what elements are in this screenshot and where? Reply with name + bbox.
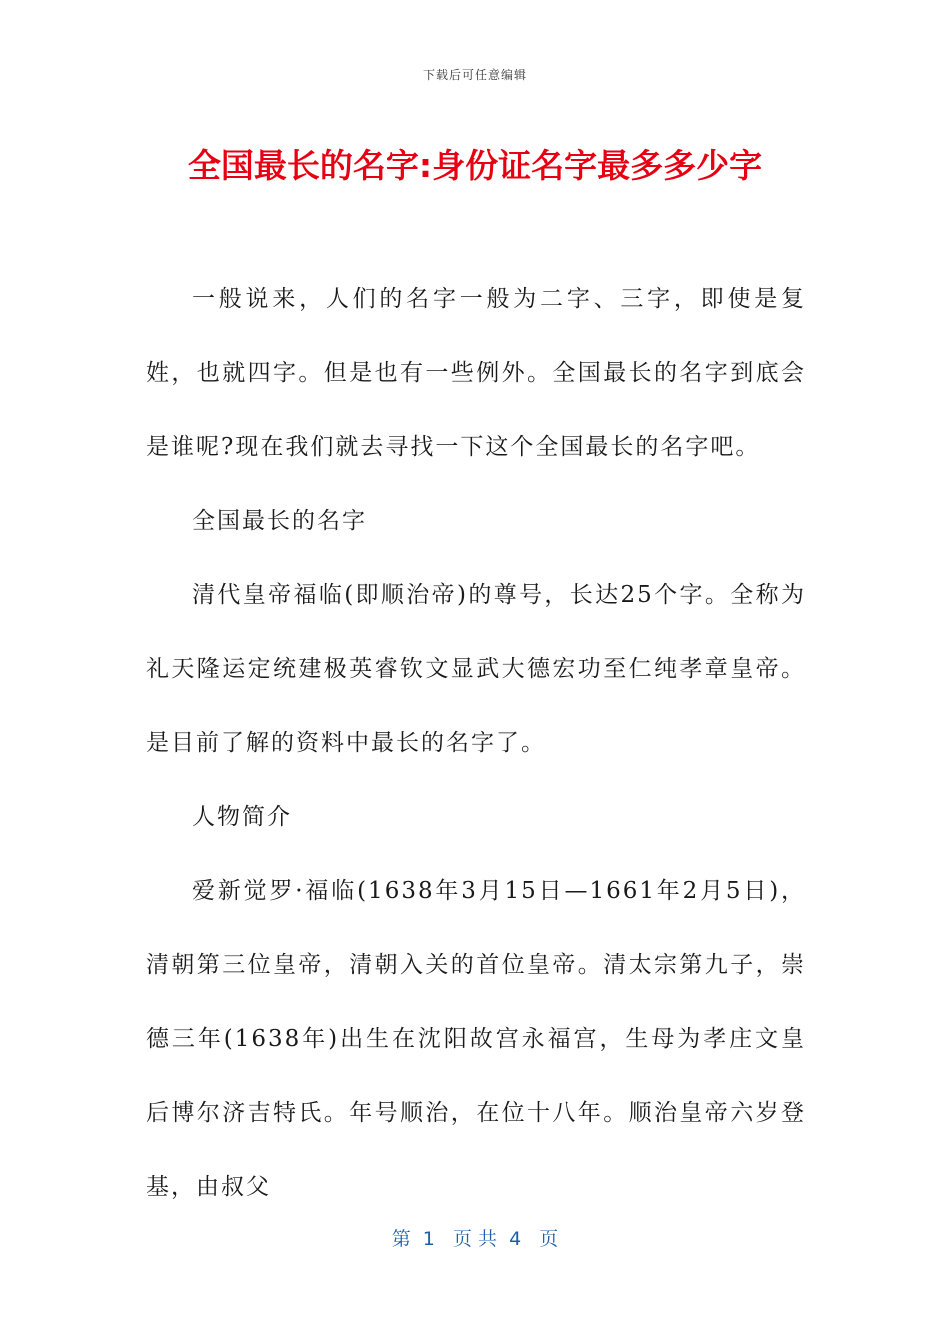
section-heading-longest-name: 全国最长的名字 <box>192 508 367 534</box>
document-title: 全国最长的名字:身份证名字最多多少字 <box>187 146 763 185</box>
page-number-footer: 第 1 页 共 4 页 <box>391 1228 559 1250</box>
paragraph-longest-name: 清代皇帝福临(即顺治帝)的尊号，长达25个字。全称为礼天隆运定统建极英睿钦文显武大德宏功至仁纯孝章皇帝。是目前了解的资料中最长的名字了。 <box>146 582 806 756</box>
section-heading-biography: 人物简介 <box>192 804 292 830</box>
paragraph-biography: 爱新觉罗·福临(1638年3月15日—1661年2月5日)，清朝第三位皇帝，清朝入关的首位皇帝。清太宗第九子，崇德三年(1638年)出生在沈阳故宫永福宫，生母为孝庄文皇后博尔济吉特氏。年号顺治，在位十八年。顺治皇帝六岁登基，由叔父 <box>146 878 806 1200</box>
paragraph-intro: 一般说来，人们的名字一般为二字、三字，即使是复姓，也就四字。但是也有一些例外。全国最长的名字到底会是谁呢?现在我们就去寻找一下这个全国最长的名字吧。 <box>146 286 806 460</box>
header-note: 下载后可任意编辑 <box>422 68 527 82</box>
document-body <box>146 262 806 1224</box>
